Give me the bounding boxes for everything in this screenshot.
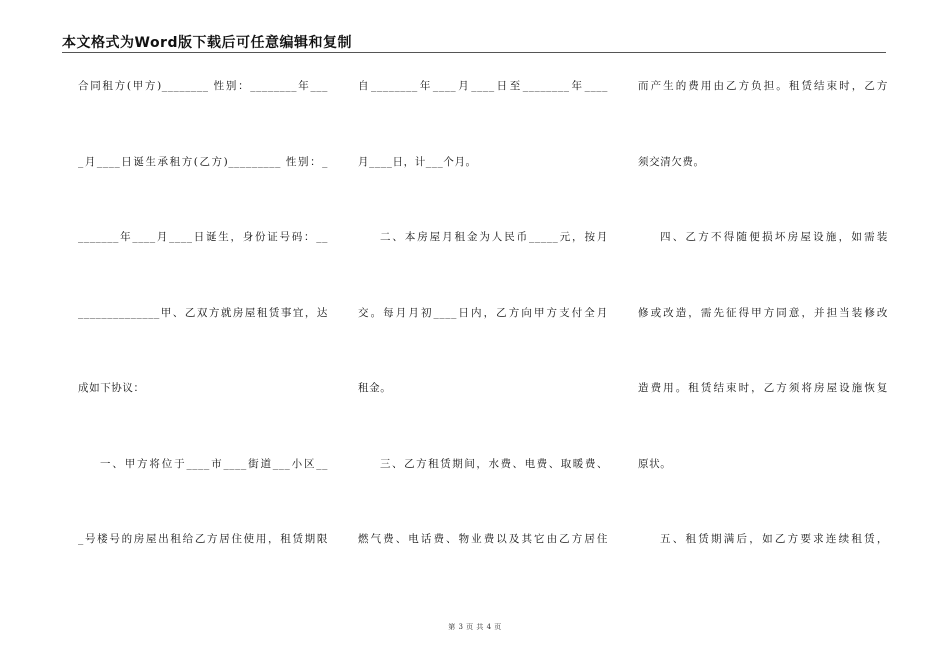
text-line: 燃气费、电话费、物业费以及其它由乙方居住 <box>358 533 608 545</box>
text-column-1 <box>78 76 328 605</box>
text-line: _号楼号的房屋出租给乙方居住使用，租赁期限 <box>78 533 328 545</box>
text-line: 五、租赁期满后，如乙方要求连续租赁， <box>660 533 888 545</box>
text-line: _______年____月____日诞生，身份证号码：__ <box>78 231 328 243</box>
text-line: 合同租方(甲方)________ 性别：________年___ <box>78 80 328 92</box>
header-divider <box>62 52 886 53</box>
text-line: 四、乙方不得随便损坏房屋设施，如需装 <box>660 231 888 243</box>
text-column-3 <box>638 76 888 605</box>
text-line: 三、乙方租赁期间，水费、电费、取暖费、 <box>380 457 608 470</box>
text-line: 一、甲方将位于____市____街道___小区__ <box>100 457 328 470</box>
text-line: 修或改造，需先征得甲方同意，并担当装修改 <box>638 306 888 319</box>
text-line: 原状。 <box>638 457 672 470</box>
text-line: _月____日诞生承租方(乙方)_________ 性别：_ <box>78 155 328 168</box>
text-line: 须交清欠费。 <box>638 155 705 168</box>
text-line: 造费用。租赁结束时，乙方须将房屋设施恢复 <box>638 382 888 394</box>
text-line: 月____日，计___个月。 <box>358 155 477 168</box>
text-line: 租金。 <box>358 382 392 394</box>
text-line: 成如下协议： <box>78 382 145 394</box>
text-line: 而产生的费用由乙方负担。租赁结束时，乙方 <box>638 80 888 92</box>
document-header-title: 本文格式为Word版下载后可任意编辑和复制 <box>62 35 352 51</box>
text-line: 二、本房屋月租金为人民币_____元，按月 <box>380 231 608 243</box>
page-number: 第 3 页 共 4 页 <box>448 623 502 631</box>
text-line: 自________年____月____日至________年____ <box>358 80 608 92</box>
text-line: ______________甲、乙双方就房屋租赁事宜，达 <box>78 306 328 319</box>
text-line: 交。每月月初____日内，乙方向甲方支付全月 <box>358 306 608 319</box>
text-column-2 <box>358 76 608 605</box>
